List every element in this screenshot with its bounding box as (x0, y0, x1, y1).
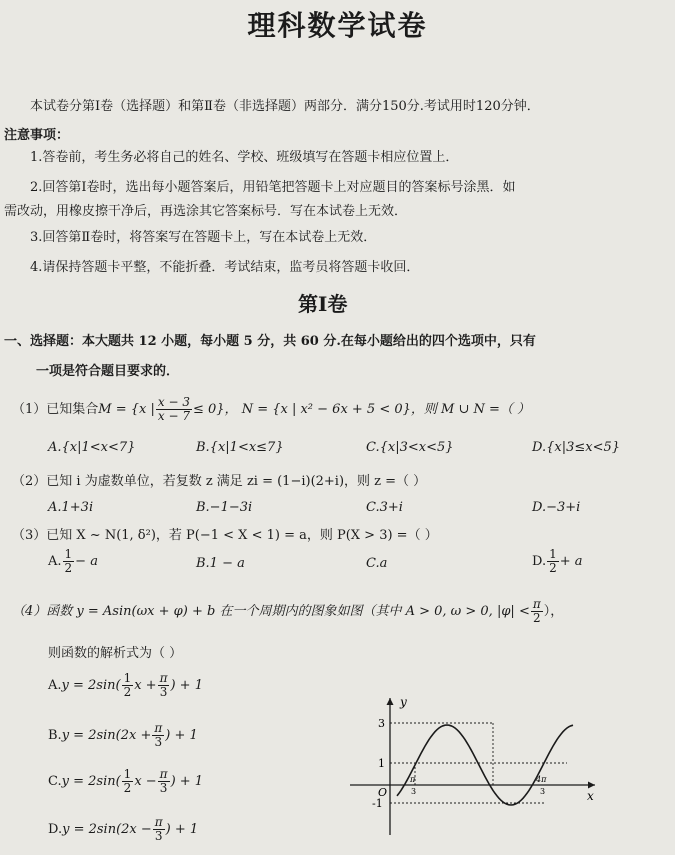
q1-option-b: B.{x|1<x≤7} (196, 440, 284, 455)
q3-option-c: C.a (366, 556, 388, 571)
notice-item-2: 2.回答第Ⅰ卷时，选出每小题答案后，用铅笔把答题卡上对应题目的答案标号涂黑．如 (30, 180, 516, 195)
part1-heading: 一、选择题：本大题共 12 小题，每小题 5 分，共 60 分.在每小题给出的四个选项中，只有 (4, 334, 536, 349)
y-axis-label: y (400, 695, 407, 709)
q4-option-b: B.y = 2sin(2x + $\frac{\pi}{3}$ ) + 1 (48, 721, 198, 749)
question-3-stem: （3）已知 X ~ N(1, δ²)，若 P(−1 < X < 1) = a，则 P(X > 3) =（ ） (12, 528, 438, 543)
notice-heading: 注意事项： (4, 128, 70, 143)
question-2-stem: （2）已知 i 为虚数单位，若复数 z 满足 zi = (1−i)(2+i)，则 z =（ ） (12, 474, 427, 489)
q4-option-c: C.y = 2sin( $\frac{1}{2}$ x − $\frac{\pi}{3}$ ) + 1 (48, 767, 204, 795)
notice-item-4: 4.请保持答题卡平整，不能折叠．考试结束，监考员将答题卡收回． (30, 260, 420, 275)
x-tick-pi-3-den: 3 (411, 787, 417, 796)
sine-graph (345, 690, 605, 840)
y-axis-arrow-icon (387, 698, 394, 705)
q2-option-c: C.3+i (366, 500, 403, 515)
q1-option-a: A.{x|1<x<7} (48, 440, 136, 455)
exam-title: 理科数学试卷 (247, 9, 428, 42)
q1-option-d: D.{x|3≤x<5} (532, 440, 621, 455)
q2-option-a: A.1+3i (48, 500, 94, 515)
notice-item-3: 3.回答第Ⅱ卷时，将答案写在答题卡上，写在本试卷上无效． (30, 230, 377, 245)
x-tick-4pi-3-den: 3 (540, 787, 546, 796)
q3-option-d: D. $\frac{1}{2}$ + a (532, 547, 583, 575)
q3-option-b: B.1 − a (196, 556, 245, 571)
x-tick-4pi-3-num: 4π (536, 775, 547, 784)
q4-option-a: A.y = 2sin( $\frac{1}{2}$ x + $\frac{\pi}{3}$ ) + 1 (48, 671, 203, 699)
q2-option-d: D.−3+i (532, 500, 581, 515)
exam-intro: 本试卷分第Ⅰ卷（选择题）和第Ⅱ卷（非选择题）两部分．满分150分.考试用时120分钟． (30, 99, 540, 114)
part1-heading-cont: 一项是符合题目要求的． (36, 364, 180, 379)
q2-option-b: B.−1−3i (196, 500, 253, 515)
q1-option-c: C.{x|3<x<5} (366, 440, 454, 455)
x-tick-pi-3-num: π (410, 775, 416, 784)
question-4-stem-cont: 则函数的解析式为（ ） (48, 646, 183, 661)
question-1-stem: （1）已知集合M = {x | $\frac{x - 3}{x - 7}$ ≤ 0}， N = {x | x² − 6x + 5 < 0}，则 M ∪ N =（ ） (12, 395, 531, 423)
sine-curve (397, 725, 573, 805)
question-4-stem: （4）函数 y = Asin(ωx + φ) + b 在一个周期内的图象如图（其中 A > 0, ω > 0, |φ| < $\frac{\pi}{2}$ ）， (12, 597, 564, 625)
y-tick-minus1: -1 (372, 797, 383, 810)
q3-option-a: A. $\frac{1}{2}$ − a (48, 547, 98, 575)
y-tick-1: 1 (378, 757, 385, 770)
y-tick-3: 3 (378, 717, 385, 730)
q4-option-d: D.y = 2sin(2x − $\frac{\pi}{3}$ ) + 1 (48, 815, 199, 843)
x-axis-label: x (587, 789, 594, 803)
origin-label: O (378, 786, 388, 799)
notice-item-2-cont: 需改动，用橡皮擦干净后，再选涂其它答案标号．写在本试卷上无效． (4, 204, 408, 219)
notice-item-1: 1.答卷前，考生务必将自己的姓名、学校、班级填写在答题卡相应位置上． (30, 150, 459, 165)
section-title: 第Ⅰ卷 (298, 292, 348, 316)
x-axis-arrow-icon (588, 782, 595, 789)
